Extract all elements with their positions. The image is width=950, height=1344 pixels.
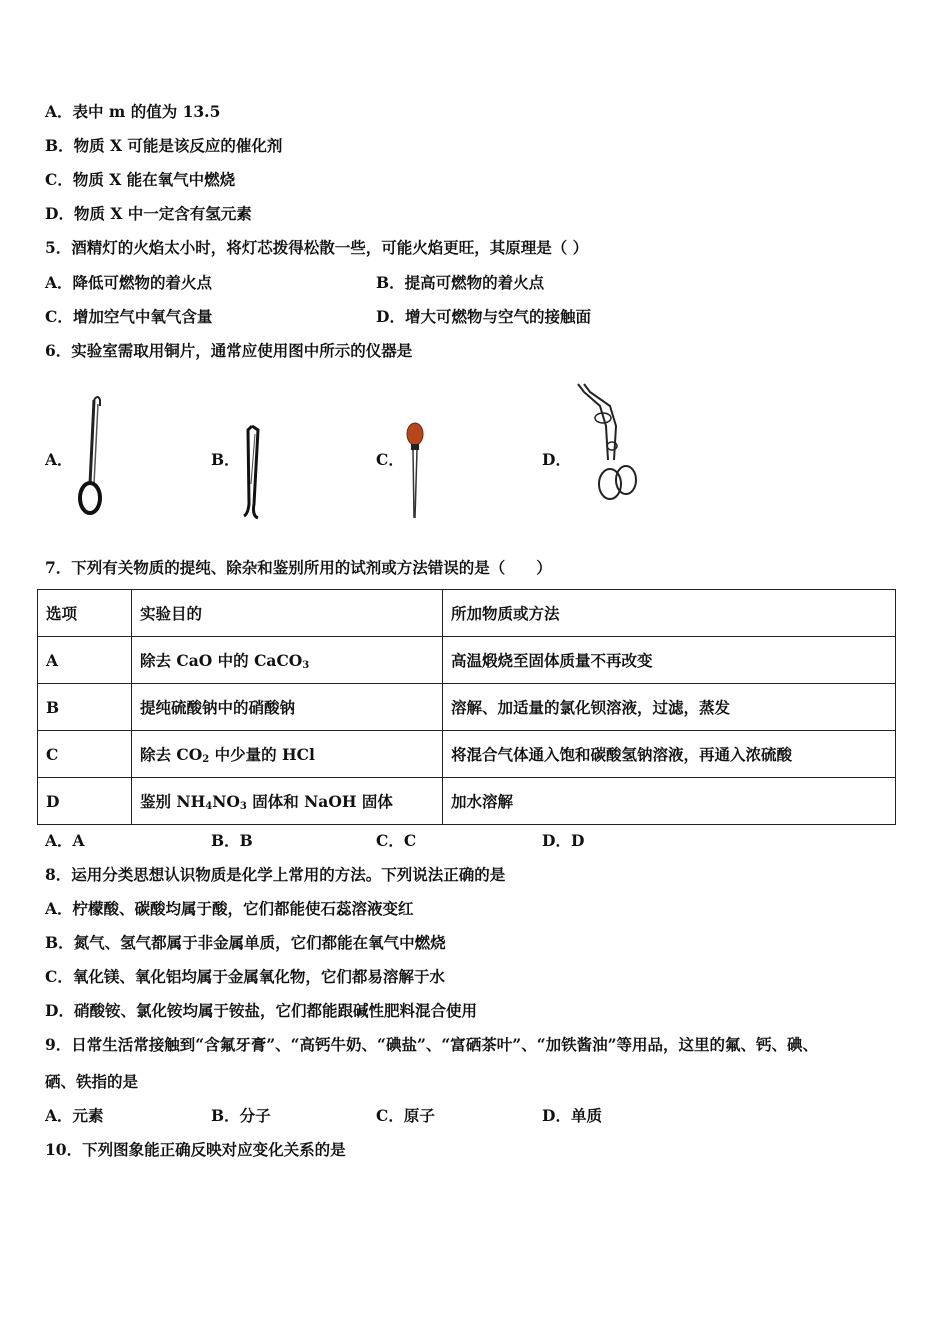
header-option: 选项 bbox=[38, 590, 132, 637]
q8-option-c: C．氧化镁、氧化铝均属于金属氧化物，它们都易溶解于水 bbox=[45, 967, 445, 986]
q4-option-a: A．表中 m 的值为 13.5 bbox=[45, 102, 221, 121]
q9-answer-d: D．单质 bbox=[542, 1106, 602, 1125]
q6-label-b: B． bbox=[211, 450, 240, 469]
q5-option-c: C．增加空气中氧气含量 bbox=[45, 307, 213, 326]
q7-table bbox=[37, 589, 896, 825]
q5-option-d: D．增大可燃物与空气的接触面 bbox=[376, 307, 591, 326]
q7-answer-a: A．A bbox=[45, 831, 85, 850]
q5-stem: 5．酒精灯的火焰太小时，将灯芯拨得松散一些，可能火焰更旺，其原理是（ ） bbox=[45, 238, 589, 257]
row-method: 将混合气体通入饱和碳酸氢钠溶液，再通入浓硫酸 bbox=[443, 731, 896, 778]
q9-stem-line2: 硒、铁指的是 bbox=[45, 1072, 139, 1091]
q6-stem: 6．实验室需取用铜片，通常应使用图中所示的仪器是 bbox=[45, 341, 413, 360]
q6-label-a: A． bbox=[45, 450, 73, 469]
row-purpose: 提纯硫酸钠中的硝酸钠 bbox=[132, 684, 443, 731]
header-method: 所加物质或方法 bbox=[443, 590, 896, 637]
q7-stem: 7．下列有关物质的提纯、除杂和鉴别所用的试剂或方法错误的是（ ） bbox=[45, 558, 552, 577]
table-row bbox=[38, 637, 896, 684]
q7-answer-b: B．B bbox=[211, 831, 253, 850]
row-option: A bbox=[38, 637, 132, 684]
row-method: 高温煅烧至固体质量不再改变 bbox=[443, 637, 896, 684]
table-row bbox=[38, 778, 896, 825]
q4-option-b: B．物质 X 可能是该反应的催化剂 bbox=[45, 136, 283, 155]
row-option: C bbox=[38, 731, 132, 778]
q7-answer-c: C．C bbox=[376, 831, 417, 850]
combustion-spoon-image bbox=[72, 392, 112, 520]
q8-option-d: D．硝酸铵、氯化铵均属于铵盐，它们都能跟碱性肥料混合使用 bbox=[45, 1001, 477, 1020]
row-option: D bbox=[38, 778, 132, 825]
tweezers-image bbox=[236, 424, 268, 520]
q5-option-a: A．降低可燃物的着火点 bbox=[45, 273, 213, 292]
dropper-image bbox=[400, 420, 430, 524]
table-row bbox=[38, 731, 896, 778]
q6-label-d: D． bbox=[542, 450, 571, 469]
q9-answer-a: A．元素 bbox=[45, 1106, 104, 1125]
q4-option-c: C．物质 X 能在氧气中燃烧 bbox=[45, 170, 236, 189]
q6-label-c: C． bbox=[376, 450, 404, 469]
q9-stem-line1: 9．日常生活常接触到“含氟牙膏”、“高钙牛奶、“碘盐”、“富硒茶叶”、“加铁酱油”等用品，这里的氟、钙、碘、 bbox=[45, 1035, 819, 1054]
q9-answer-c: C．原子 bbox=[376, 1106, 435, 1125]
row-method: 加水溶解 bbox=[443, 778, 896, 825]
header-purpose: 实验目的 bbox=[132, 590, 443, 637]
row-purpose: 除去 CaO 中的 CaCO$_3$ bbox=[132, 637, 443, 684]
table-header-row bbox=[38, 590, 896, 637]
q9-answer-b: B．分子 bbox=[211, 1106, 271, 1125]
q8-option-b: B．氮气、氢气都属于非金属单质，它们都能在氧气中燃烧 bbox=[45, 933, 446, 952]
q10-stem: 10．下列图象能正确反映对应变化关系的是 bbox=[45, 1140, 346, 1159]
row-option: B bbox=[38, 684, 132, 731]
row-purpose: 鉴别 $NH_4NO_3$ 固体和 NaOH 固体 bbox=[132, 778, 443, 825]
q4-option-d: D．物质 X 中一定含有氢元素 bbox=[45, 204, 252, 223]
q7-answer-d: D．D bbox=[542, 831, 585, 850]
row-method: 溶解、加适量的氯化钡溶液，过滤，蒸发 bbox=[443, 684, 896, 731]
table-row bbox=[38, 684, 896, 731]
q5-option-b: B．提高可燃物的着火点 bbox=[376, 273, 545, 292]
q8-stem: 8．运用分类思想认识物质是化学上常用的方法。下列说法正确的是 bbox=[45, 865, 506, 884]
row-purpose: 除去 $CO_2$ 中少量的 HCl bbox=[132, 731, 443, 778]
q8-option-a: A．柠檬酸、碳酸均属于酸，它们都能使石蕊溶液变红 bbox=[45, 899, 414, 918]
crucible-tongs-image bbox=[570, 380, 650, 504]
